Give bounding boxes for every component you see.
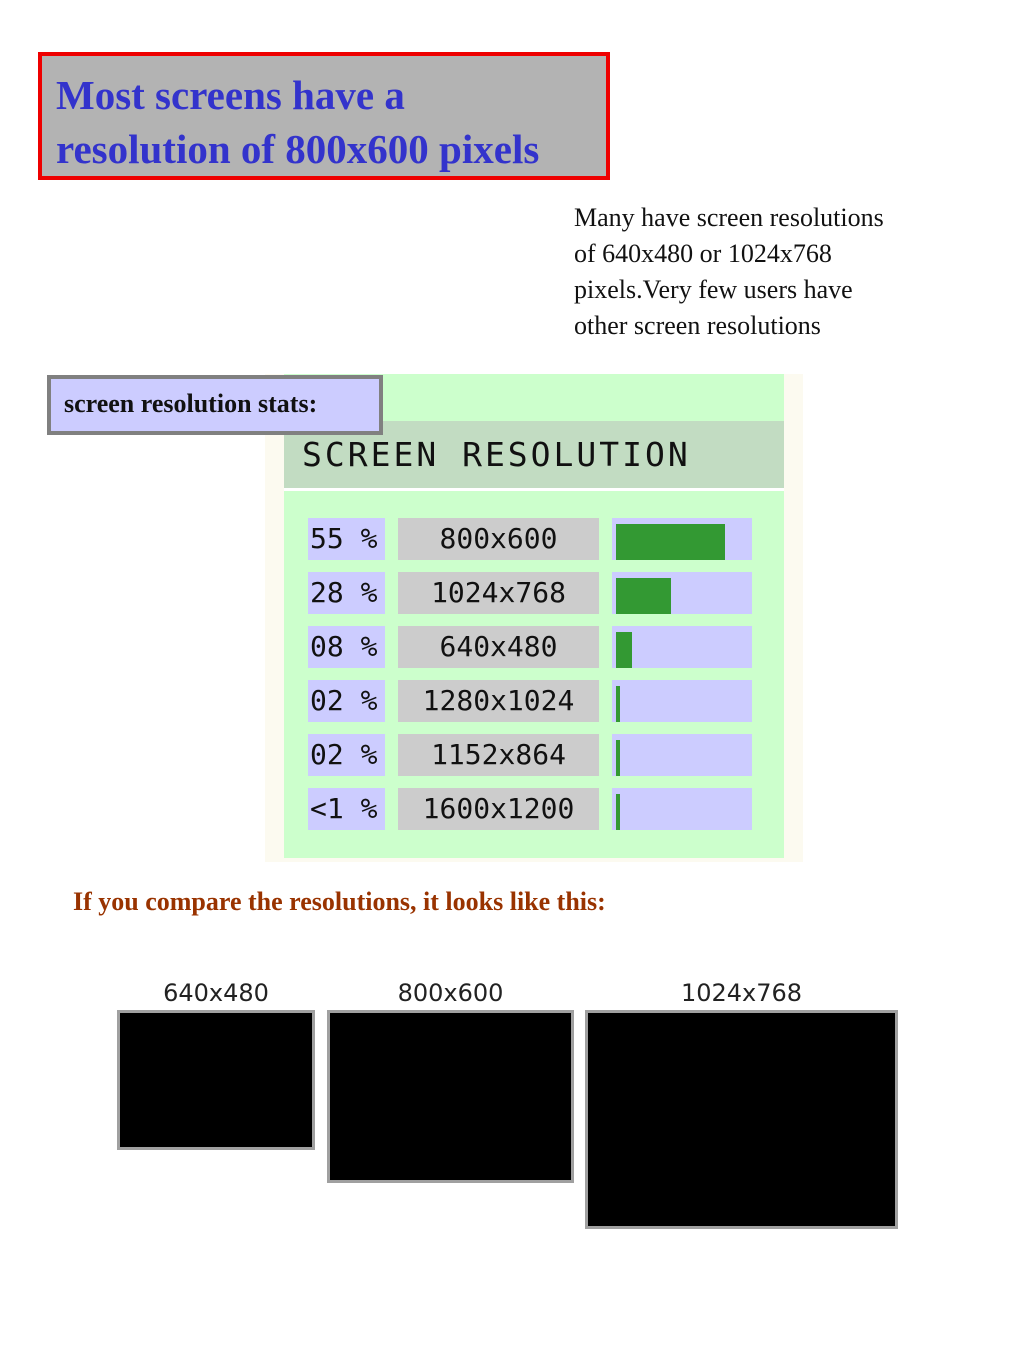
- stats-bar-track: [612, 518, 752, 560]
- title-line-1: Most screens have a: [56, 72, 405, 118]
- stats-percent: 55 %: [308, 518, 385, 560]
- stats-row: [308, 518, 752, 560]
- stats-percent: 02 %: [308, 734, 385, 776]
- screen-label: 1024x768: [680, 979, 803, 1007]
- stats-bar-fill: [616, 740, 620, 776]
- stats-resolution: 640x480: [398, 626, 599, 668]
- stats-row: [308, 734, 752, 776]
- stats-bar-fill: [616, 524, 725, 560]
- stats-percent: <1 %: [308, 788, 385, 830]
- stats-label: screen resolution stats:: [64, 389, 318, 418]
- stats-row: [308, 572, 752, 614]
- stats-row: [308, 788, 752, 830]
- stats-heading: SCREEN RESOLUTION: [302, 435, 691, 474]
- stats-panel-body: [284, 374, 784, 858]
- title-line-2: resolution of 800x600 pixels: [56, 126, 540, 172]
- stats-bar-fill: [616, 632, 632, 668]
- title-box: [38, 52, 610, 180]
- stats-row: [308, 626, 752, 668]
- stats-percent: 08 %: [308, 626, 385, 668]
- stats-resolution: 1024x768: [398, 572, 599, 614]
- screen-1024x768: [585, 1010, 898, 1229]
- screen-label: 800x600: [397, 979, 504, 1007]
- stats-bar-track: [612, 680, 752, 722]
- stats-percent: 02 %: [308, 680, 385, 722]
- stats-bar-track: [612, 734, 752, 776]
- page-title: [56, 68, 592, 176]
- screen-800x600: [327, 1010, 574, 1183]
- stats-bar-fill: [616, 794, 620, 830]
- description-text: Many have screen resolutions of 640x480 or 1024x768 pixels.Very few users have other screen resolutions: [574, 203, 884, 340]
- stats-label-box: [47, 375, 383, 435]
- stats-bar-track: [612, 788, 752, 830]
- stats-resolution: 800x600: [398, 518, 599, 560]
- screen-640x480: [117, 1010, 315, 1150]
- stats-bar-fill: [616, 578, 671, 614]
- stats-panel: [265, 374, 803, 862]
- stats-percent: 28 %: [308, 572, 385, 614]
- screen-label: 640x480: [163, 979, 269, 1007]
- compare-heading: If you compare the resolutions, it looks like this:: [73, 887, 606, 916]
- stats-bar-track: [612, 572, 752, 614]
- stats-resolution: 1600x1200: [398, 788, 599, 830]
- stats-bar-track: [612, 626, 752, 668]
- stats-resolution: 1152x864: [398, 734, 599, 776]
- stats-resolution: 1280x1024: [398, 680, 599, 722]
- stats-row: [308, 680, 752, 722]
- stats-bar-fill: [616, 686, 620, 722]
